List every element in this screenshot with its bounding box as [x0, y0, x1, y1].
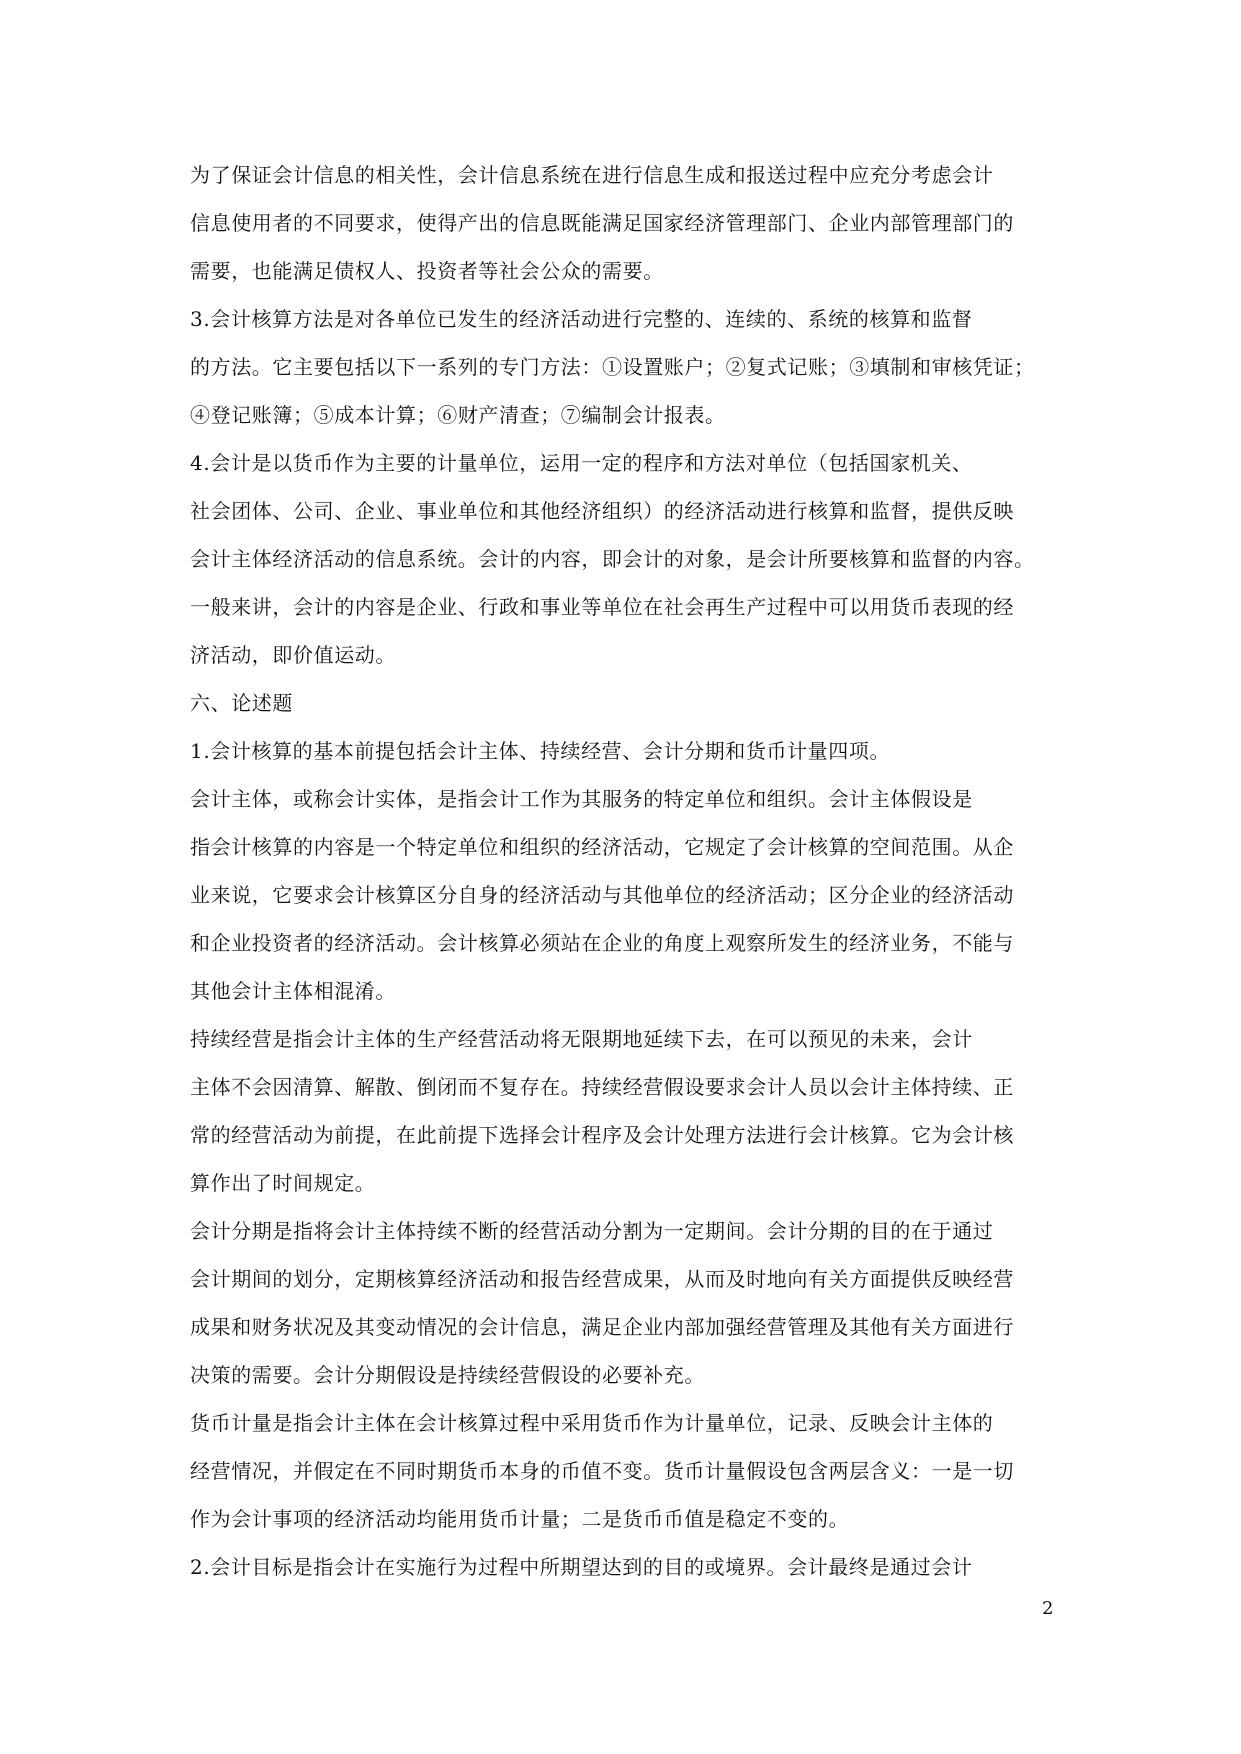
text-line: 算作出了时间规定。	[190, 1171, 376, 1195]
text-line: 指会计核算的内容是一个特定单位和组织的经济活动，它规定了会计核算的空间范围。从企	[190, 835, 1014, 859]
text-line: 成果和财务状况及其变动情况的会计信息，满足企业内部加强经营管理及其他有关方面进行	[190, 1315, 1014, 1339]
text-line: 需要，也能满足债权人、投资者等社会公众的需要。	[190, 259, 664, 283]
text-line: 其他会计主体相混淆。	[190, 979, 396, 1003]
text-line: 主体不会因清算、解散、倒闭而不复存在。持续经营假设要求会计人员以会计主体持续、正	[190, 1075, 1014, 1099]
text-line: 和企业投资者的经济活动。会计核算必须站在企业的角度上观察所发生的经济业务，不能与	[190, 931, 1014, 955]
text-line: 的方法。它主要包括以下一系列的专门方法：①设置账户；②复式记账；③填制和审核凭证；	[190, 355, 1035, 379]
text-line: 作为会计事项的经济活动均能用货币计量；二是货币币值是稳定不变的。	[190, 1507, 850, 1531]
page-number: 2	[1042, 1598, 1054, 1619]
text-line: 会计分期是指将会计主体持续不断的经营活动分割为一定期间。会计分期的目的在于通过	[190, 1219, 994, 1243]
text-line: 经营情况，并假定在不同时期货币本身的币值不变。货币计量假设包含两层含义：一是一切	[190, 1459, 1014, 1483]
text-line: 业来说，它要求会计核算区分自身的经济活动与其他单位的经济活动；区分企业的经济活动	[190, 883, 1014, 907]
text-line: 4.会计是以货币作为主要的计量单位，运用一定的程序和方法对单位（包括国家机关、	[190, 451, 973, 475]
text-line: 会计主体，或称会计实体，是指会计工作为其服务的特定单位和组织。会计主体假设是	[190, 787, 973, 811]
text-line: 济活动，即价值运动。	[190, 643, 396, 667]
section-heading: 六、论述题	[190, 691, 293, 715]
text-line: 常的经营活动为前提，在此前提下选择会计程序及会计处理方法进行会计核算。它为会计核	[190, 1123, 1014, 1147]
text-line: 一般来讲，会计的内容是企业、行政和事业等单位在社会再生产过程中可以用货币表现的经	[190, 595, 1014, 619]
text-line: 决策的需要。会计分期假设是持续经营假设的必要补充。	[190, 1363, 705, 1387]
text-line: 1.会计核算的基本前提包括会计主体、持续经营、会计分期和货币计量四项。	[190, 739, 891, 763]
text-line: 持续经营是指会计主体的生产经营活动将无限期地延续下去，在可以预见的未来，会计	[190, 1027, 973, 1051]
text-line: 信息使用者的不同要求，使得产出的信息既能满足国家经济管理部门、企业内部管理部门的	[190, 211, 1014, 235]
text-line: 货币计量是指会计主体在会计核算过程中采用货币作为计量单位，记录、反映会计主体的	[190, 1411, 994, 1435]
text-line: 为了保证会计信息的相关性，会计信息系统在进行信息生成和报送过程中应充分考虑会计	[190, 163, 994, 187]
text-line: 社会团体、公司、企业、事业单位和其他经济组织）的经济活动进行核算和监督，提供反映	[190, 499, 1014, 523]
text-line: ④登记账簿；⑤成本计算；⑥财产清查；⑦编制会计报表。	[190, 403, 726, 427]
text-line: 会计期间的划分，定期核算经济活动和报告经营成果，从而及时地向有关方面提供反映经营	[190, 1267, 1014, 1291]
text-line: 2.会计目标是指会计在实施行为过程中所期望达到的目的或境界。会计最终是通过会计	[190, 1555, 973, 1579]
text-line: 会计主体经济活动的信息系统。会计的内容，即会计的对象，是会计所要核算和监督的内容。	[190, 547, 1035, 571]
text-line: 3.会计核算方法是对各单位已发生的经济活动进行完整的、连续的、系统的核算和监督	[190, 307, 973, 331]
